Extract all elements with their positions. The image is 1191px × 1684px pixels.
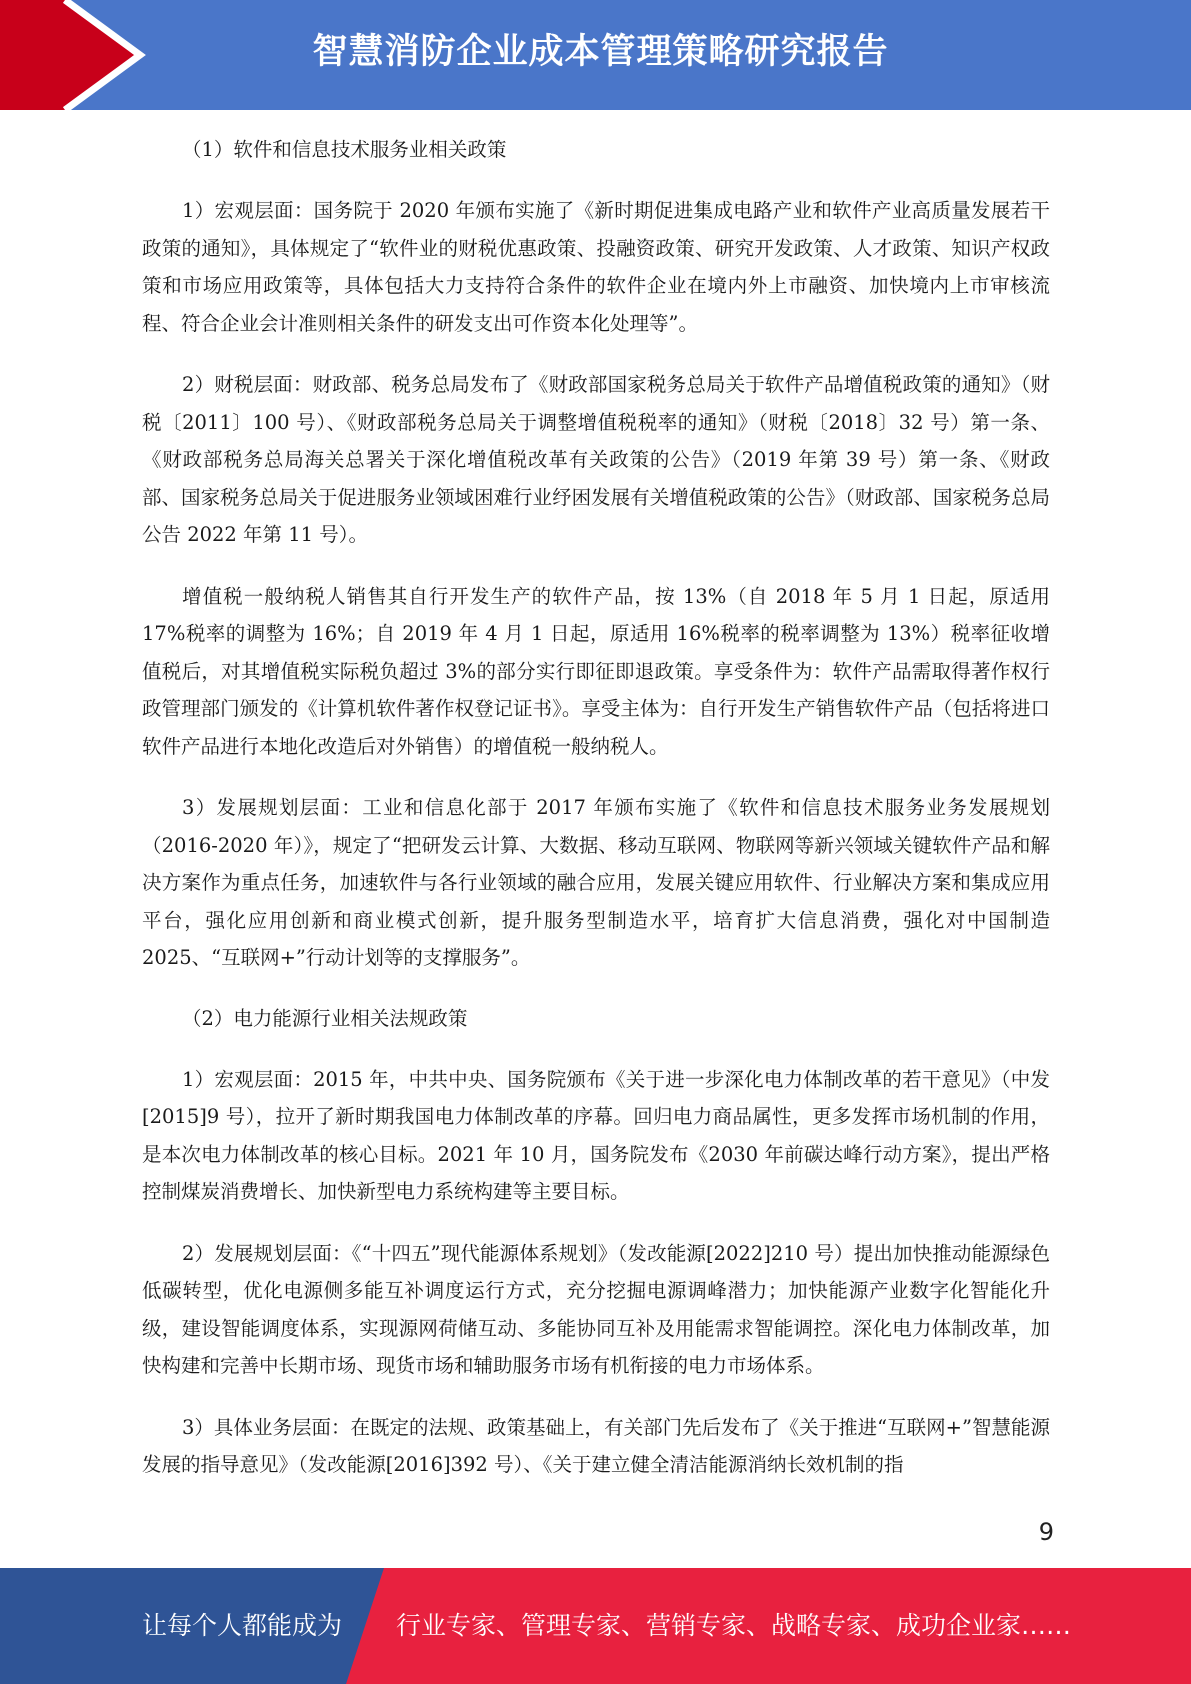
section-heading-software: （1）软件和信息技术服务业相关政策 — [182, 138, 507, 161]
page-footer — [0, 1568, 1191, 1684]
page-header — [0, 0, 1191, 110]
section-heading-power: （2）电力能源行业相关法规政策 — [182, 1006, 468, 1030]
footer-slogan-left: 让每个人都能成为 — [142, 1611, 343, 1640]
paragraph-business-power: 3）具体业务层面：在既定的法规、政策基础上，有关部门先后发布了《关于推进“互联网+”智慧能源发展的指导意见》（发改能源[2016]392 号）、《关于建立健全清洁能源消纳长效机制的指 — [142, 1415, 1050, 1476]
paragraph-macro-power: 1）宏观层面：2015 年，中共中央、国务院颁布《关于进一步深化电力体制改革的若干意见》（中发[2015]9 号），拉开了新时期我国电力体制改革的序幕。回归电力商品属性，更多发挥市场机制的作用，是本次电力体制改革的核心目标。2021 年 10 月，国务院发布《2030 年前碳达峰行动方案》，提出严格控制煤炭消费增长、加快新型电力系统构建等主要目标。 — [142, 1067, 1050, 1203]
paragraph-macro-software: 1）宏观层面：国务院于 2020 年颁布实施了《新时期促进集成电路产业和软件产业高质量发展若干政策的通知》，具体规定了“软件业的财税优惠政策、投融资政策、研究开发政策、人才政策、知识产权政策和市场应用政策等，具体包括大力支持符合条件的软件企业在境内外上市融资、加快境内上市审核流程、符合企业会计准则相关条件的研发支出可作资本化处理等”。 — [142, 199, 1050, 335]
paragraph-vat: 增值税一般纳税人销售其自行开发生产的软件产品，按 13%（自 2018 年 5 月 1 日起，原适用 17%税率的调整为 16%；自 2019 年 4 月 1 日起，原适用 16%税率的税率调整为 13%）税率征收增值税后，对其增值税实际税负超过 3%的部分实行即征即退政策。享受条件为：软件产品需取得著作权行政管理部门颁发的《计算机软件著作权登记证书》。享受主体为：自行开发生产销售软件产品（包括将进口软件产品进行本地化改造后对外销售）的增值税一般纳税人。 — [142, 584, 1050, 758]
report-title: 智慧消防企业成本管理策略研究报告 — [312, 32, 889, 72]
footer-slogan-right: 行业专家、管理专家、营销专家、战略专家、成功企业家…… — [396, 1611, 1072, 1640]
paragraph-planning-software: 3）发展规划层面：工业和信息化部于 2017 年颁布实施了《软件和信息技术服务业务发展规划（2016-2020 年）》，规定了“把研发云计算、大数据、移动互联网、物联网等新兴领域关键软件产品和解决方案作为重点任务，加速软件与各行业领域的融合应用，发展关键应用软件、行业解决方案和集成应用平台，强化应用创新和商业模式创新，提升服务型制造水平，培育扩大信息消费，强化对中国制造 2025、“互联网+”行动计划等的支撑服务”。 — [142, 796, 1050, 969]
page-number: 9 — [1038, 1518, 1054, 1546]
paragraph-planning-power: 2）发展规划层面：《“十四五”现代能源体系规划》（发改能源[2022]210 号）提出加快推动能源绿色低碳转型，优化电源侧多能互补调度运行方式，充分挖掘电源调峰潜力；加快能源产业数字化智能化升级，建设智能调度体系，实现源网荷储互动、多能协同互补及用能需求智能调控。深化电力体制改革，加快构建和完善中长期市场、现货市场和辅助服务市场有机衔接的电力市场体系。 — [142, 1241, 1050, 1377]
paragraph-tax: 2）财税层面：财政部、税务总局发布了《财政部国家税务总局关于软件产品增值税政策的通知》（财税〔2011〕100 号）、《财政部税务总局关于调整增值税税率的通知》（财税〔2018〕32 号）第一条、《财政部税务总局海关总署关于深化增值税改革有关政策的公告》（2019 年第 39 号）第一条、《财政部、国家税务总局关于促进服务业领域困难行业纾困发展有关增值税政策的公告》（财政部、国家税务总局公告 2022 年第 11 号）。 — [142, 373, 1050, 546]
document-body — [142, 132, 1050, 1508]
header-chevron-decoration — [0, 0, 160, 110]
